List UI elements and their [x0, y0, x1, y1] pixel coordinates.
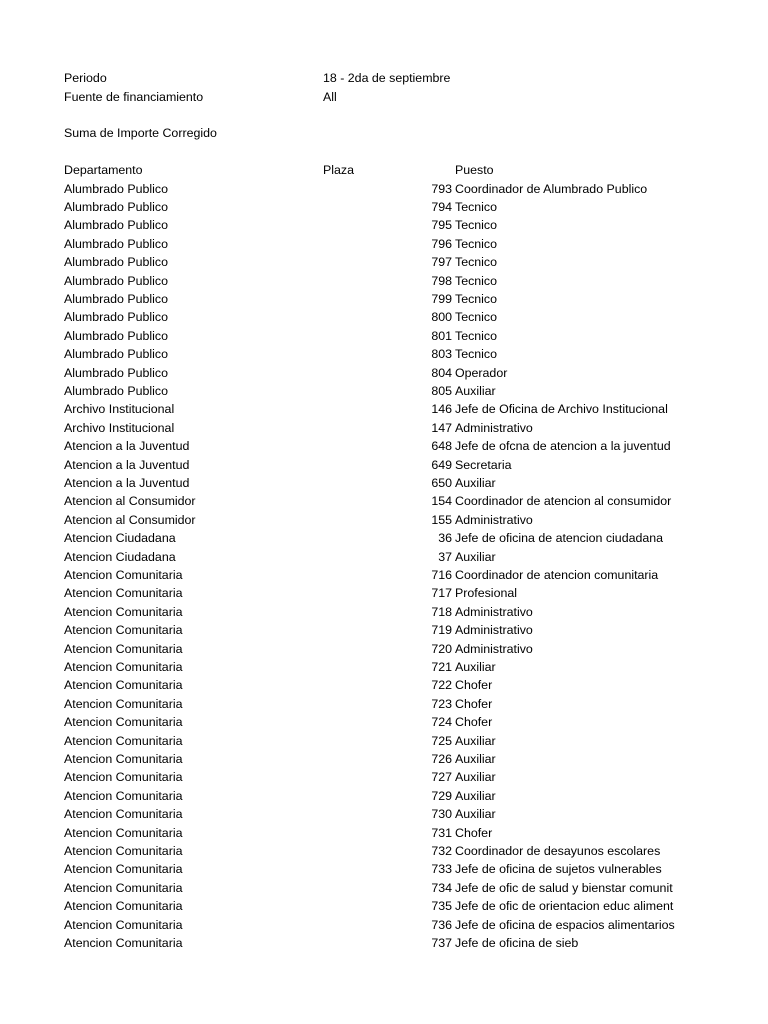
cell-departamento: Atencion Comunitaria [64, 623, 183, 638]
table-row [0, 640, 768, 658]
cell-plaza: 722 [431, 678, 452, 693]
table-row [0, 621, 768, 639]
cell-departamento: Alumbrado Publico [64, 383, 169, 398]
fuente-label: Fuente de financiamiento [64, 90, 204, 104]
cell-plaza: 734 [431, 880, 452, 895]
cell-plaza: 716 [431, 567, 452, 582]
table-row [0, 474, 768, 492]
cell-plaza: 721 [431, 659, 452, 674]
cell-departamento: Alumbrado Publico [64, 199, 169, 214]
cell-puesto: Tecnico [455, 199, 498, 214]
cell-plaza: 648 [431, 439, 452, 454]
cell-departamento: Alumbrado Publico [64, 365, 169, 380]
cell-puesto: Coordinador de atencion comunitaria [455, 567, 659, 582]
table-row [0, 364, 768, 382]
cell-puesto: Tecnico [455, 236, 498, 251]
table-row [0, 860, 768, 878]
table-row [0, 566, 768, 584]
cell-departamento: Atencion a la Juventud [64, 457, 190, 472]
cell-departamento: Alumbrado Publico [64, 236, 169, 251]
table-row [0, 713, 768, 731]
cell-puesto: Chofer [455, 696, 493, 711]
cell-plaza: 724 [431, 715, 452, 730]
cell-departamento: Atencion Comunitaria [64, 567, 183, 582]
cell-plaza: 717 [431, 586, 452, 601]
cell-puesto: Jefe de Oficina de Archivo Institucional [455, 402, 668, 417]
cell-puesto: Auxiliar [455, 807, 496, 822]
cell-departamento: Alumbrado Publico [64, 273, 169, 288]
table-row [0, 437, 768, 455]
table-row [0, 897, 768, 915]
cell-puesto: Tecnico [455, 218, 498, 233]
cell-plaza: 799 [431, 291, 452, 306]
cell-departamento: Alumbrado Publico [64, 310, 169, 325]
cell-departamento: Alumbrado Publico [64, 218, 169, 233]
cell-puesto: Auxiliar [455, 659, 496, 674]
table-row [0, 382, 768, 400]
cell-puesto: Chofer [455, 715, 493, 730]
cell-puesto: Jefe de ofic de salud y bienstar comunit [455, 880, 673, 895]
cell-puesto: Jefe de oficina de sujetos vulnerables [455, 862, 662, 877]
table-row [0, 934, 768, 952]
cell-puesto: Jefe de ofcna de atencion a la juventud [455, 439, 671, 454]
table-row [0, 768, 768, 786]
cell-departamento: Alumbrado Publico [64, 181, 169, 196]
cell-departamento: Atencion Comunitaria [64, 770, 183, 785]
table-row [0, 824, 768, 842]
cell-plaza: 794 [431, 199, 452, 214]
cell-departamento: Atencion Comunitaria [64, 935, 183, 950]
cell-plaza: 801 [431, 328, 452, 343]
cell-departamento: Atencion Comunitaria [64, 751, 183, 766]
cell-departamento: Alumbrado Publico [64, 291, 169, 306]
table-row [0, 216, 768, 234]
table-row [0, 272, 768, 290]
cell-puesto: Profesional [455, 586, 517, 601]
cell-puesto: Administrativo [455, 604, 533, 619]
column-header-departamento: Departamento [64, 163, 143, 177]
cell-puesto: Auxiliar [455, 733, 496, 748]
table-row [0, 253, 768, 271]
cell-puesto: Operador [455, 365, 508, 380]
cell-puesto: Administrativo [455, 623, 533, 638]
cell-puesto: Jefe de oficina de sieb [455, 935, 579, 950]
table-row [0, 198, 768, 216]
cell-departamento: Atencion Comunitaria [64, 788, 183, 803]
cell-plaza: 649 [431, 457, 452, 472]
cell-plaza: 726 [431, 751, 452, 766]
cell-departamento: Atencion Comunitaria [64, 825, 183, 840]
cell-puesto: Auxiliar [455, 383, 496, 398]
table-row [0, 695, 768, 713]
cell-departamento: Atencion Ciudadana [64, 549, 176, 564]
cell-departamento: Atencion Comunitaria [64, 641, 183, 656]
cell-puesto: Auxiliar [455, 549, 496, 564]
cell-departamento: Atencion Comunitaria [64, 696, 183, 711]
cell-plaza: 719 [431, 623, 452, 638]
fuente-value: All [323, 90, 337, 104]
cell-plaza: 731 [431, 825, 452, 840]
cell-departamento: Atencion Comunitaria [64, 659, 183, 674]
table-row [0, 419, 768, 437]
cell-plaza: 154 [431, 494, 452, 509]
cell-puesto: Chofer [455, 825, 493, 840]
periodo-value: 18 - 2da de septiembre [323, 71, 451, 85]
column-header-plaza: Plaza [323, 163, 354, 177]
cell-departamento: Archivo Institucional [64, 420, 175, 435]
table-row [0, 879, 768, 897]
cell-departamento: Atencion Comunitaria [64, 843, 183, 858]
cell-plaza: 797 [431, 255, 452, 270]
periodo-label: Periodo [64, 71, 107, 85]
cell-puesto: Jefe de oficina de espacios alimentarios [455, 917, 675, 932]
table-row [0, 584, 768, 602]
cell-plaza: 729 [431, 788, 452, 803]
table-row [0, 676, 768, 694]
cell-departamento: Atencion Comunitaria [64, 678, 183, 693]
cell-plaza: 805 [431, 383, 452, 398]
cell-plaza: 37 [438, 549, 452, 564]
cell-plaza: 650 [431, 475, 452, 490]
cell-plaza: 798 [431, 273, 452, 288]
table-row [0, 916, 768, 934]
cell-puesto: Secretaria [455, 457, 512, 472]
cell-plaza: 146 [431, 402, 452, 417]
cell-departamento: Atencion a la Juventud [64, 475, 190, 490]
cell-puesto: Tecnico [455, 328, 498, 343]
cell-departamento: Archivo Institucional [64, 402, 175, 417]
cell-plaza: 725 [431, 733, 452, 748]
cell-departamento: Alumbrado Publico [64, 347, 169, 362]
cell-plaza: 718 [431, 604, 452, 619]
cell-puesto: Jefe de oficina de atencion ciudadana [455, 531, 664, 546]
column-header-puesto: Puesto [455, 163, 494, 177]
cell-puesto: Jefe de ofic de orientacion educ aliment [455, 899, 674, 914]
suma-row [0, 124, 768, 142]
cell-puesto: Tecnico [455, 347, 498, 362]
cell-plaza: 804 [431, 365, 452, 380]
cell-plaza: 155 [431, 512, 452, 527]
table-row [0, 511, 768, 529]
cell-plaza: 723 [431, 696, 452, 711]
table-row [0, 345, 768, 363]
cell-departamento: Atencion Comunitaria [64, 880, 183, 895]
cell-departamento: Atencion al Consumidor [64, 494, 196, 509]
cell-departamento: Atencion Ciudadana [64, 531, 176, 546]
column-header-row [0, 161, 768, 179]
cell-plaza: 803 [431, 347, 452, 362]
table-row [0, 548, 768, 566]
cell-puesto: Tecnico [455, 255, 498, 270]
table-row [0, 842, 768, 860]
cell-departamento: Alumbrado Publico [64, 255, 169, 270]
table-row [0, 235, 768, 253]
cell-plaza: 737 [431, 935, 452, 950]
table-row [0, 327, 768, 345]
table-row [0, 658, 768, 676]
cell-puesto: Coordinador de desayunos escolares [455, 843, 661, 858]
cell-departamento: Atencion Comunitaria [64, 917, 183, 932]
table-row [0, 732, 768, 750]
periodo-row [0, 69, 768, 87]
cell-plaza: 733 [431, 862, 452, 877]
cell-puesto: Tecnico [455, 310, 498, 325]
cell-puesto: Tecnico [455, 291, 498, 306]
cell-departamento: Atencion Comunitaria [64, 899, 183, 914]
table-row [0, 180, 768, 198]
table-row [0, 805, 768, 823]
table-row [0, 750, 768, 768]
cell-plaza: 736 [431, 917, 452, 932]
cell-puesto: Administrativo [455, 512, 533, 527]
table-row [0, 787, 768, 805]
cell-departamento: Alumbrado Publico [64, 328, 169, 343]
cell-plaza: 795 [431, 218, 452, 233]
cell-puesto: Auxiliar [455, 788, 496, 803]
cell-puesto: Administrativo [455, 641, 533, 656]
cell-plaza: 793 [431, 181, 452, 196]
table-row [0, 308, 768, 326]
cell-plaza: 36 [438, 531, 452, 546]
cell-departamento: Atencion Comunitaria [64, 807, 183, 822]
cell-departamento: Atencion Comunitaria [64, 715, 183, 730]
cell-puesto: Auxiliar [455, 475, 496, 490]
cell-plaza: 796 [431, 236, 452, 251]
fuente-row [0, 88, 768, 106]
table-row [0, 290, 768, 308]
cell-plaza: 727 [431, 770, 452, 785]
cell-plaza: 732 [431, 843, 452, 858]
cell-puesto: Tecnico [455, 273, 498, 288]
cell-puesto: Coordinador de Alumbrado Publico [455, 181, 648, 196]
suma-label: Suma de Importe Corregido [64, 126, 217, 140]
table-row [0, 529, 768, 547]
table-row [0, 456, 768, 474]
cell-departamento: Atencion a la Juventud [64, 439, 190, 454]
cell-plaza: 735 [431, 899, 452, 914]
cell-departamento: Atencion al Consumidor [64, 512, 196, 527]
cell-plaza: 720 [431, 641, 452, 656]
cell-departamento: Atencion Comunitaria [64, 604, 183, 619]
cell-puesto: Auxiliar [455, 770, 496, 785]
cell-plaza: 730 [431, 807, 452, 822]
cell-departamento: Atencion Comunitaria [64, 862, 183, 877]
table-row [0, 400, 768, 418]
cell-puesto: Chofer [455, 678, 493, 693]
cell-puesto: Coordinador de atencion al consumidor [455, 494, 672, 509]
cell-plaza: 800 [431, 310, 452, 325]
cell-plaza: 147 [431, 420, 452, 435]
cell-puesto: Administrativo [455, 420, 533, 435]
cell-departamento: Atencion Comunitaria [64, 586, 183, 601]
table-row [0, 603, 768, 621]
cell-puesto: Auxiliar [455, 751, 496, 766]
table-row [0, 492, 768, 510]
cell-departamento: Atencion Comunitaria [64, 733, 183, 748]
